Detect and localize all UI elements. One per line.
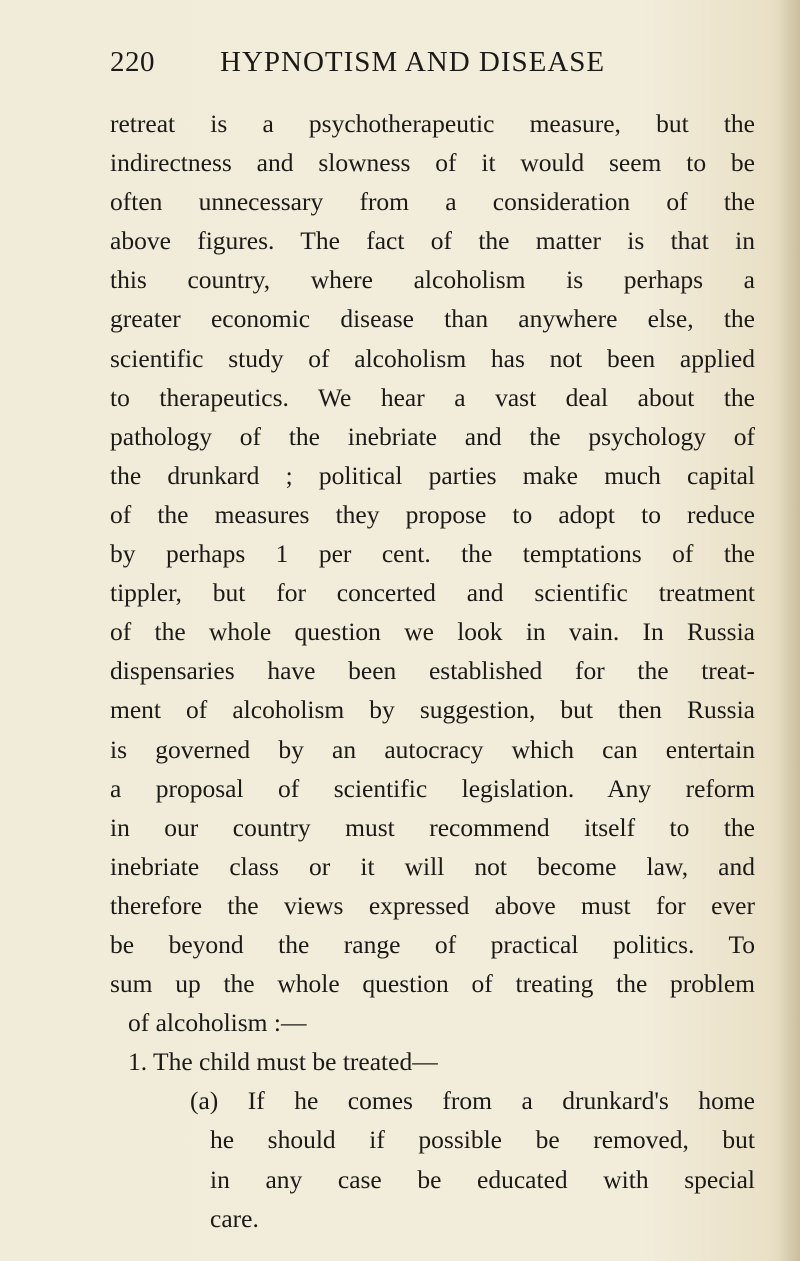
text-line: of the measures they propose to adopt to reduce: [110, 499, 755, 529]
sub-item-line: in any case be educated with special: [210, 1164, 755, 1194]
text-line: therefore the views expressed above must for ever: [110, 890, 755, 920]
text-line: greater economic disease than anywhere else, the: [110, 304, 755, 334]
text-line: dispensaries have been established for the treat-: [110, 656, 755, 686]
page-number: 220: [110, 46, 155, 78]
text-line: is governed by an autocracy which can entertain: [110, 734, 755, 764]
page-edge-shadow: [778, 0, 800, 1261]
sub-item-line: he should if possible be removed, but: [210, 1125, 755, 1155]
text-line: of the whole question we look in vain. In Russia: [110, 617, 755, 647]
text-line: inebriate class or it will not become law, and: [110, 851, 755, 881]
text-line: indirectness and slowness of it would seem to be: [110, 148, 755, 178]
text-line: by perhaps 1 per cent. the temptations of the: [110, 539, 755, 569]
text-line: this country, where alcoholism is perhaps a: [110, 265, 755, 295]
text-line: be beyond the range of practical politics. To: [110, 929, 755, 959]
running-title: HYPNOTISM AND DISEASE: [220, 46, 606, 78]
text-line: ment of alcoholism by suggestion, but then Russia: [110, 695, 755, 725]
text-line: a proposal of scientific legislation. Any reform: [110, 773, 755, 803]
text-line: tippler, but for concerted and scientific treatment: [110, 578, 755, 608]
text-line: pathology of the inebriate and the psychology of: [110, 421, 755, 451]
body-text: [110, 104, 755, 1238]
text-line: the drunkard ; political parties make much capital: [110, 460, 755, 490]
text-line: of alcoholism :—: [128, 1008, 307, 1038]
text-line: scientific study of alcoholism has not been applied: [110, 343, 755, 373]
text-line: often unnecessary from a consideration of the: [110, 187, 755, 217]
text-line: above figures. The fact of the matter is that in: [110, 226, 755, 256]
text-line: to therapeutics. We hear a vast deal about the: [110, 382, 755, 412]
list-item-heading: 1. The child must be treated—: [128, 1047, 438, 1077]
text-line: sum up the whole question of treating the problem: [110, 969, 755, 999]
running-head: [110, 46, 750, 86]
text-line: in our country must recommend itself to the: [110, 812, 755, 842]
sub-item-line: care.: [210, 1203, 259, 1233]
sub-item-line: (a) If he comes from a drunkard's home: [190, 1086, 755, 1116]
text-line: retreat is a psychotherapeutic measure, but the: [110, 109, 755, 138]
